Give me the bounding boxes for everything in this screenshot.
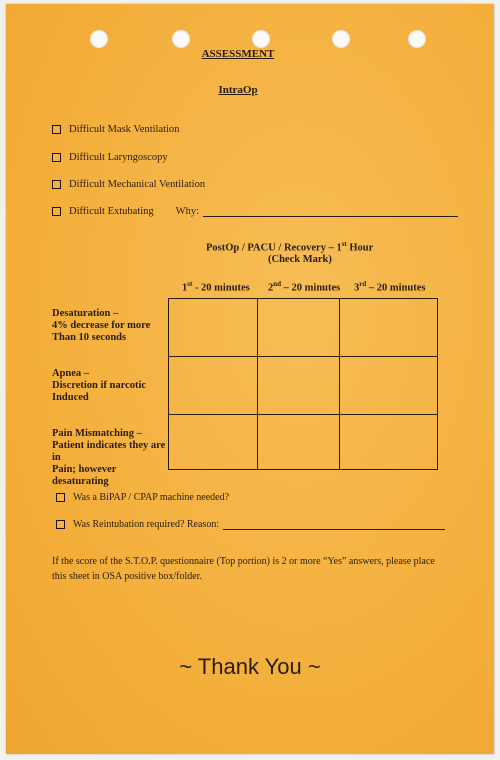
reason-answer-line[interactable] xyxy=(223,519,445,530)
checkbox[interactable] xyxy=(52,153,61,162)
postop-heading: PostOp / PACU / Recovery – 1st Hour xyxy=(206,240,374,254)
form-title: ASSESSMENT xyxy=(201,48,275,60)
question-label: Was Reintubation required? Reason: xyxy=(73,519,220,530)
checkbox[interactable] xyxy=(56,493,65,502)
intraop-item[interactable] xyxy=(52,124,179,135)
intraop-item-label: Difficult Extubating xyxy=(69,206,154,217)
row-label-pain-mismatching: Pain Mismatching – Patient indicates they are in Pain; however desaturating xyxy=(52,428,166,487)
punch-hole xyxy=(90,30,108,48)
intraop-item-label: Difficult Laryngoscopy xyxy=(69,152,168,163)
punch-hole xyxy=(408,30,426,48)
check-mark-note: (Check Mark) xyxy=(268,254,332,265)
punch-hole xyxy=(252,30,270,48)
grid-cell[interactable] xyxy=(258,415,340,469)
checkbox[interactable] xyxy=(52,125,61,134)
instruction-text: If the score of the S.T.O.P. questionnaire (Top portion) is 2 or more “Yes” answers, please place this sheet in OSA positive box/folder. xyxy=(52,556,435,582)
grid-cell[interactable] xyxy=(340,357,437,415)
column-header: 2nd – 20 minutes xyxy=(268,280,341,294)
question-reintubation[interactable] xyxy=(56,519,445,530)
row-label-apnea: Apnea – Discretion if narcotic Induced xyxy=(52,368,147,403)
grid-cell[interactable] xyxy=(258,299,340,357)
row-label-desaturation: Desaturation – 4% decrease for more Than 10 seconds xyxy=(52,308,151,343)
why-answer-line[interactable] xyxy=(203,206,458,217)
intraop-item[interactable] xyxy=(52,206,458,217)
checkbox[interactable] xyxy=(56,520,65,529)
intraop-item-label: Difficult Mechanical Ventilation xyxy=(69,179,206,190)
question-label: Was a BiPAP / CPAP machine needed? xyxy=(73,492,230,503)
grid-cell[interactable] xyxy=(169,415,258,469)
check-grid xyxy=(168,298,438,470)
question-bipap[interactable] xyxy=(56,492,229,503)
form-sheet xyxy=(6,4,494,754)
checkbox[interactable] xyxy=(52,180,61,189)
column-header: 1st - 20 minutes xyxy=(182,280,250,294)
grid-cell[interactable] xyxy=(258,357,340,415)
column-header: 3rd – 20 minutes xyxy=(354,280,426,294)
section-title-intraop: IntraOp xyxy=(218,84,258,96)
punch-hole xyxy=(172,30,190,48)
grid-cell[interactable] xyxy=(169,357,258,415)
punch-hole xyxy=(332,30,350,48)
grid-cell[interactable] xyxy=(340,415,437,469)
intraop-item[interactable] xyxy=(52,152,168,163)
intraop-item-label: Difficult Mask Ventilation xyxy=(69,124,180,135)
why-label: Why: xyxy=(175,206,199,217)
checkbox[interactable] xyxy=(52,207,61,216)
grid-cell[interactable] xyxy=(340,299,437,357)
grid-cell[interactable] xyxy=(169,299,258,357)
intraop-item[interactable] xyxy=(52,179,205,190)
closing-text: ~ Thank You ~ xyxy=(179,654,321,679)
